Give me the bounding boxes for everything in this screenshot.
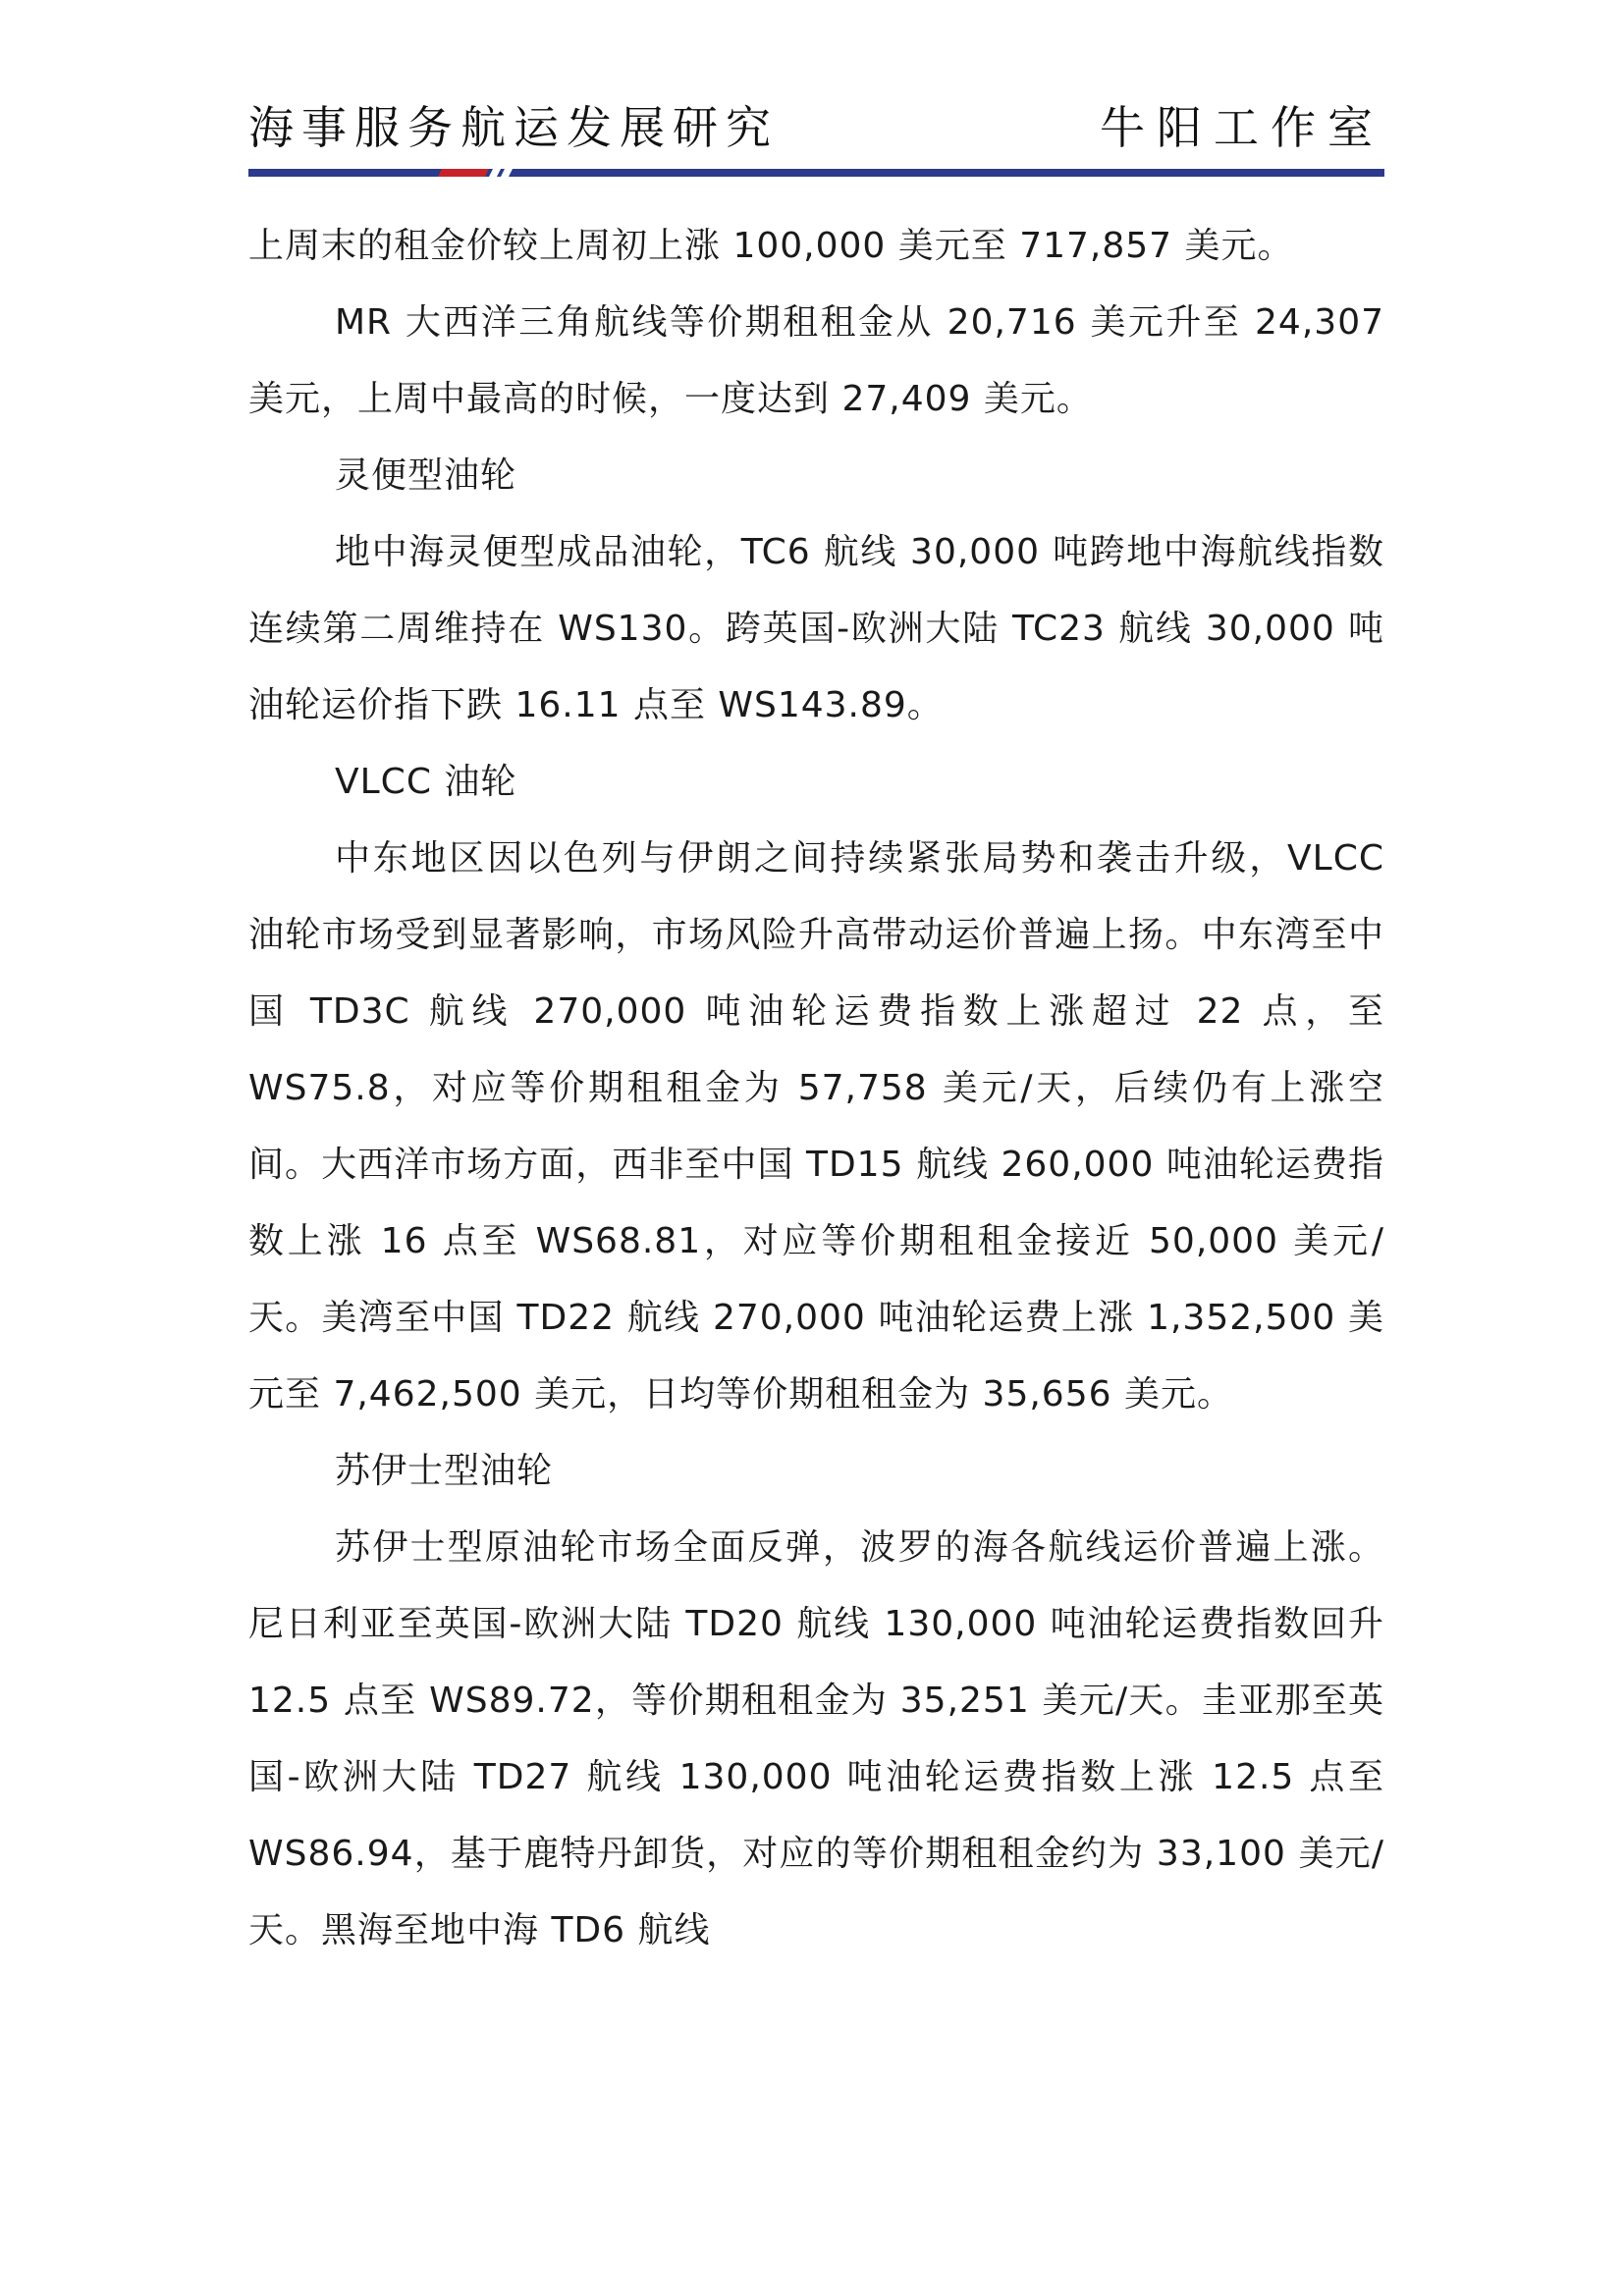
section-heading-suezmax: 苏伊士型油轮 (335, 1451, 554, 1491)
paragraph-continuation: 上周末的租金价较上周初上涨 100,000 美元至 717,857 美元。 (248, 226, 1294, 266)
header-rule (248, 169, 1384, 177)
rule-navy-bar (248, 169, 1384, 177)
paragraph-mr-atlantic: MR 大西洋三角航线等价期租租金从 20,716 美元升至 24,307 美元，上周中最高的时候，一度达到 27,409 美元。 (248, 302, 1384, 419)
paragraph-vlcc: 中东地区因以色列与伊朗之间持续紧张局势和袭击升级，VLCC 油轮市场受到显著影响，市场风险升高带动运价普遍上扬。中东湾至中国 TD3C 航线 270,000 吨油轮运费指数上涨超过 22 点，至 WS75.8，对应等价期租租金为 57,758 美元/天，后续仍有上涨空间。大西洋市场方面，西非至中国 TD15 航线 260,000 吨油轮运费指数上涨 16 点至 WS68.81，对应等价期租租金接近 50,000 美元/天。美湾至中国 TD22 航线 270,000 吨油轮运费上涨 1,352,500 美元至 7,462,500 美元，日均等价期租租金为 35,656 美元。 (248, 838, 1384, 1415)
paragraph-handysize: 地中海灵便型成品油轮，TC6 航线 30,000 吨跨地中海航线指数连续第二周维持在 WS130。跨英国-欧洲大陆 TC23 航线 30,000 吨油轮运价指下跌 16.11 点至 WS143.89。 (248, 532, 1384, 725)
paragraph-suezmax: 苏伊士型原油轮市场全面反弹，波罗的海各航线运价普遍上涨。尼日利亚至英国-欧洲大陆 TD20 航线 130,000 吨油轮运费指数回升 12.5 点至 WS89.72，等价期租租金为 35,251 美元/天。圭亚那至英国-欧洲大陆 TD27 航线 130,000 吨油轮运费指数上涨 12.5 点至 WS86.94，基于鹿特丹卸货，对应的等价期租租金约为 33,100 美元/天。黑海至地中海 TD6 航线 (248, 1527, 1384, 1950)
article-body (248, 208, 1384, 1969)
header-right-title: 牛阳工作室 (1100, 101, 1384, 154)
page-header (248, 98, 1384, 157)
section-heading-handysize: 灵便型油轮 (335, 455, 517, 496)
header-rule-graphic (248, 169, 1384, 177)
section-heading-vlcc: VLCC 油轮 (335, 762, 517, 802)
header-left-title: 海事服务航运发展研究 (248, 101, 779, 154)
rule-red-stripe (438, 169, 489, 177)
